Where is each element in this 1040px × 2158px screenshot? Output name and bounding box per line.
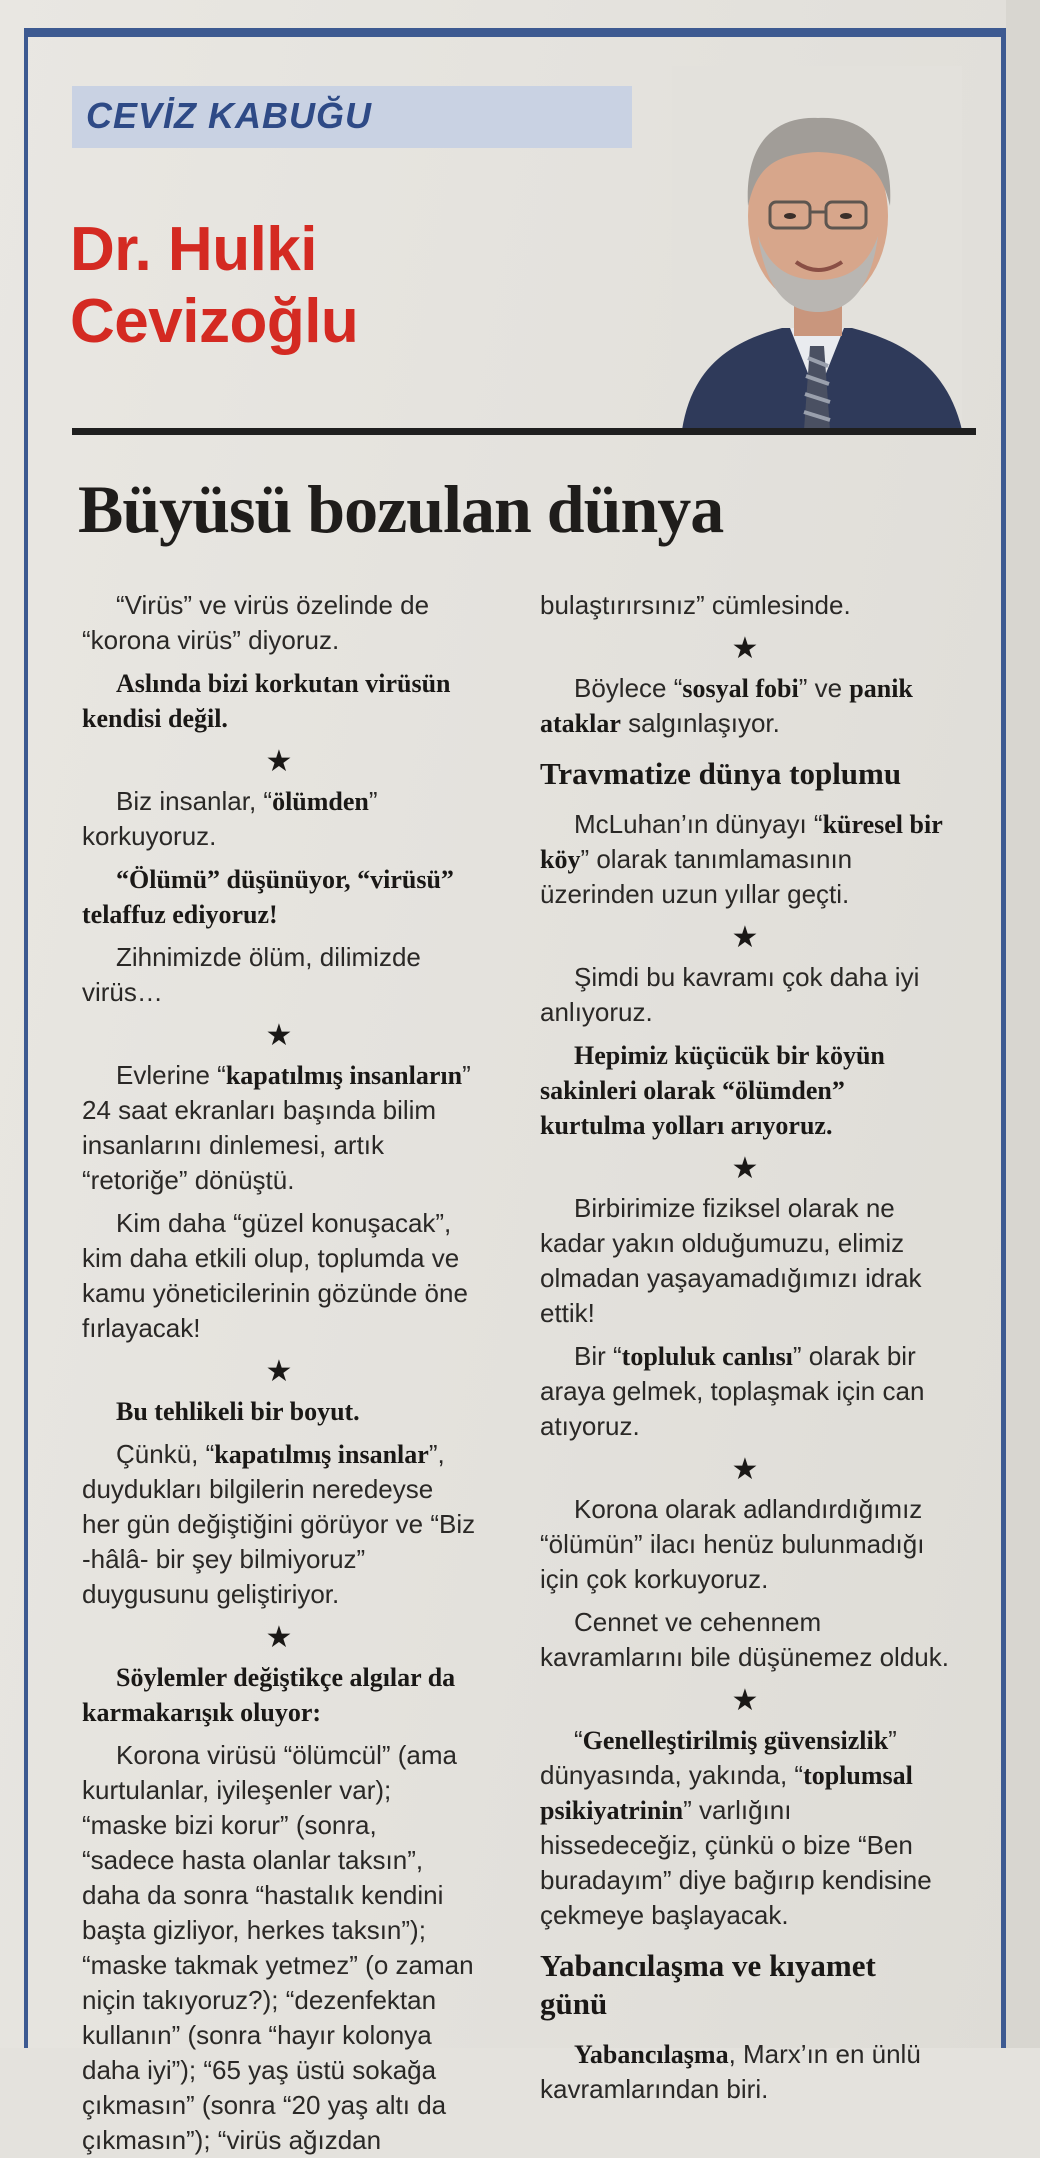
page-margin	[1006, 0, 1040, 2048]
star-icon: ★	[731, 1684, 759, 1717]
top-rule	[24, 28, 1006, 37]
right-rule	[1001, 30, 1006, 2048]
paragraph: Yabancılaşma, Marx’ın en ünlü kavramlarından biri.	[540, 2039, 921, 2104]
paragraph: Cennet ve cehennem kavramlarını bile düşünemez olduk.	[540, 1607, 949, 1672]
paragraph: Zihnimizde ölüm, dilimizde virüs…	[82, 942, 421, 1007]
column-name: CEVİZ KABUĞU	[86, 95, 373, 136]
author-photo	[672, 66, 962, 430]
star-icon: ★	[265, 1019, 293, 1052]
bold-paragraph: Hepimiz küçücük bir köyün sakinleri olarak “ölümden” kurtulma yolları arıyoruz.	[540, 1041, 885, 1140]
headline: Büyüsü bozulan dünya	[78, 471, 724, 547]
paragraph: Birbirimize fiziksel olarak ne kadar yakın olduğumuzu, elimiz olmadan yaşayamadığımızı idrak ettik!	[540, 1193, 922, 1328]
paragraph: Biz insanlar, “ölümden” korkuyoruz.	[82, 786, 378, 851]
headline-rule	[72, 428, 976, 435]
paragraph: “Virüs” ve virüs özelinde de “korona virüs” diyoruz.	[82, 590, 430, 655]
star-icon: ★	[731, 921, 759, 954]
paragraph: Korona olarak adlandırdığımız “ölümün” ilacı henüz bulunmadığı için çok korkuyoruz.	[540, 1494, 925, 1594]
paragraph: Böylece “sosyal fobi” ve panik ataklar salgınlaşıyor.	[540, 673, 913, 738]
star-icon: ★	[731, 632, 759, 665]
paragraph: Çünkü, “kapatılmış insanlar”, duydukları bilgilerin neredeyse her gün değiştiğini görüyor ve “Biz -hâlâ- bir şey bilmiyoruz” duygusunu geliştiriyor.	[82, 1439, 476, 1609]
author-name: Dr. Hulki Cevizoğlu	[70, 215, 359, 356]
star-icon: ★	[731, 1152, 759, 1185]
subheading: Travmatize dünya toplumu	[540, 756, 902, 791]
paragraph: McLuhan’ın dünyayı “küresel bir köy” olarak tanımlamasının üzerinden uzun yıllar geçti.	[540, 809, 943, 909]
bold-paragraph: Söylemler değiştikçe algılar da karmakarışık oluyor:	[82, 1663, 456, 1727]
star-icon: ★	[265, 745, 293, 778]
bold-paragraph: “Ölümü” düşünüyor, “virüsü” telaffuz ediyoruz!	[82, 865, 454, 929]
paragraph: bulaştırırsınız” cümlesinde.	[540, 590, 851, 620]
star-icon: ★	[731, 1453, 759, 1486]
paragraph: “Genelleştirilmiş güvensizlik” dünyasında, yakında, “toplumsal psikiyatrinin” varlığını hissedeceğiz, çünkü o bize “Ben buradayım” diye bağırıp kendisine çekmeye başlayacak.	[540, 1725, 932, 1930]
star-icon: ★	[265, 1621, 293, 1654]
paragraph: Evlerine “kapatılmış insanların” 24 saat ekranları başında bilim insanlarını dinlemesi, artık “retoriğe” dönüştü.	[82, 1060, 471, 1195]
bold-paragraph: Bu tehlikeli bir boyut.	[116, 1397, 360, 1426]
subheading: Yabancılaşma ve kıyamet günü	[540, 1948, 876, 2021]
left-rule	[24, 30, 28, 2048]
paragraph: Korona virüsü “ölümcül” (ama kurtulanlar, iyileşenler var); “maske bizi korur” (sonra, “sadece hasta olanlar taksın”, daha da sonra “hastalık kendini başta gizliyor, herkes taksın”); “maske takmak yetmez” (o zaman niçin takıyoruz?); “dezenfektan kullanın” (sonra “hayır kolonya daha iyi”); “65 yaş üstü sokağa çıkmasın” (sonra “20 yaş altı da çıkmasın”); “virüs ağızdan	[82, 1740, 474, 2155]
paragraph: Kim daha “güzel konuşacak”, kim daha etkili olup, toplumda ve kamu yöneticilerinin gözünde öne fırlayacak!	[82, 1208, 468, 1343]
paragraph: Şimdi bu kavramı çok daha iyi anlıyoruz.	[540, 962, 920, 1027]
paragraph: Bir “topluluk canlısı” olarak bir araya gelmek, toplaşmak için can atıyoruz.	[540, 1341, 925, 1441]
star-icon: ★	[265, 1355, 293, 1388]
bold-paragraph: Aslında bizi korkutan virüsün kendisi değil.	[82, 669, 451, 733]
article-column-right	[540, 588, 950, 2104]
article-column-left	[82, 588, 476, 2155]
